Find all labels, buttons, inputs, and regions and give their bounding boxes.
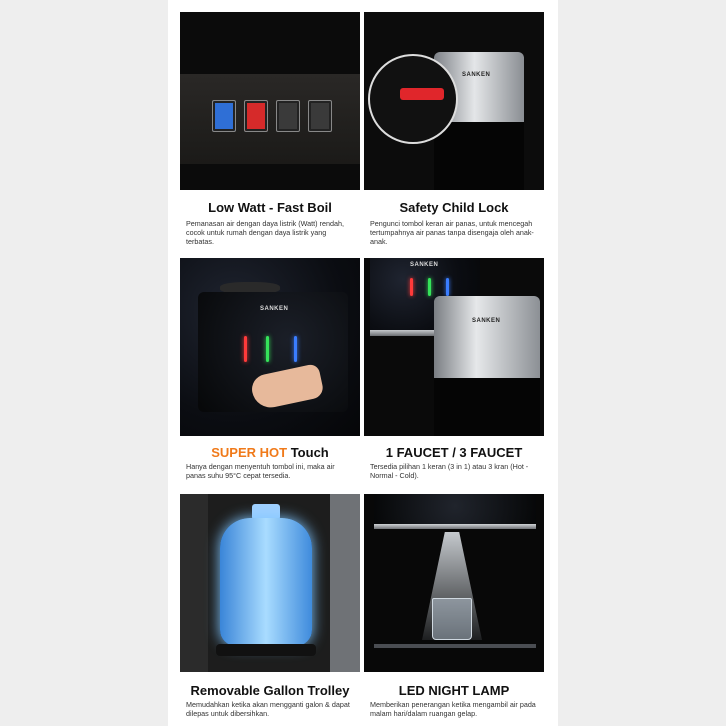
brand-label: SANKEN — [472, 318, 501, 324]
feature-desc-trolley: Memudahkan ketika akan mengganti galon & dapat dilepas untuk dibersihkan. — [186, 700, 350, 718]
dispenser-lower-body — [434, 378, 540, 436]
led-hot — [244, 336, 247, 362]
feature-sheet — [168, 0, 558, 726]
water-gallon — [220, 518, 312, 646]
feature-title-faucet: 1 FAUCET / 3 FAUCET — [385, 445, 523, 460]
led-cold — [446, 278, 449, 296]
switch-dark-1 — [276, 100, 300, 132]
led-cold — [294, 336, 297, 362]
dispenser-top-body — [374, 494, 536, 524]
panel-low-watt-image — [180, 12, 360, 190]
dispenser-1-faucet-silver — [434, 296, 540, 378]
lock-toggle — [400, 88, 444, 100]
title-rest: Touch — [287, 445, 329, 460]
faucet-bar — [374, 524, 536, 529]
panel-night-lamp-image — [364, 494, 544, 672]
switch-red — [244, 100, 268, 132]
feature-desc-faucet: Tersedia pilihan 1 keran (3 in 1) atau 3 kran (Hot - Normal - Cold). — [370, 462, 529, 480]
led-hot — [410, 278, 413, 296]
cabinet-left-wall — [180, 494, 208, 672]
switch-blue — [212, 100, 236, 132]
panel-child-lock-image — [364, 12, 544, 190]
feature-title-super-hot — [180, 445, 360, 460]
drip-tray — [374, 644, 536, 648]
switch-plate — [180, 74, 360, 164]
title-accent: SUPER HOT — [211, 445, 288, 460]
brand-label: SANKEN — [260, 306, 289, 312]
dispenser-body — [434, 122, 524, 190]
zoom-circle — [368, 54, 458, 144]
switch-dark-2 — [308, 100, 332, 132]
brand-label: SANKEN — [410, 262, 439, 268]
feature-title-low-watt: Low Watt - Fast Boil — [208, 200, 332, 215]
feature-desc-low-watt: Pemanasan air dengan daya listrik (Watt) rendah, cocok untuk rumah dengan daya listrik yang terbatas. — [186, 219, 344, 246]
feature-desc-night-lamp: Memberikan penerangan ketika mengambil air pada malam hari/dalam ruangan gelap. — [370, 700, 536, 718]
brand-label: SANKEN — [462, 72, 491, 78]
feature-desc-super-hot: Hanya dengan menyentuh tombol ini, maka air panas suhu 95°C cepat tersedia. — [186, 462, 335, 480]
led-normal — [266, 336, 269, 362]
feature-desc-child-lock: Pengunci tombol keran air panas, untuk mencegah tertumpahnya air panas tanpa disengaja oleh anak-anak. — [370, 219, 534, 246]
panel-faucet-image — [364, 258, 544, 436]
feature-title-child-lock: Safety Child Lock — [399, 200, 509, 215]
led-normal — [428, 278, 431, 296]
water-glass — [432, 598, 472, 640]
cabinet-door — [330, 494, 360, 672]
gallon-trolley — [216, 644, 316, 656]
panel-super-hot-image — [180, 258, 360, 436]
feature-title-trolley: Removable Gallon Trolley — [190, 683, 350, 698]
panel-gallon-trolley-image — [180, 494, 360, 672]
feature-title-night-lamp: LED NIGHT LAMP — [398, 683, 510, 698]
